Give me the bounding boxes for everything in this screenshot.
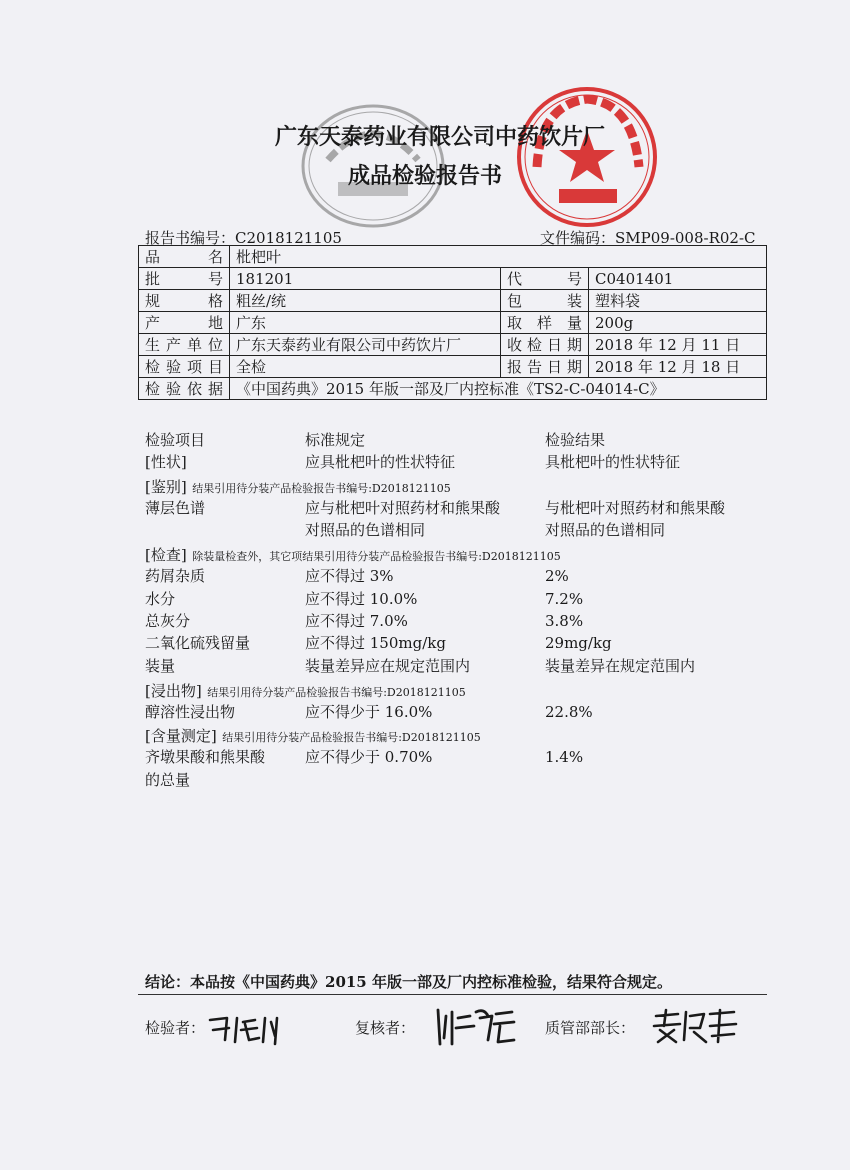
product-name-value: 枇杷叶: [230, 246, 767, 268]
row-result: 3.8%: [545, 612, 584, 630]
check-note: 除装量检查外，其它项结果引用待分装产品检验报告书编号:D2018121105: [192, 550, 561, 563]
traits-result: 具枇杷叶的性状特征: [545, 453, 681, 471]
tlc-standard-2: 对照品的色谱相同: [305, 521, 426, 539]
header-result: 检验结果: [545, 431, 606, 449]
package-label: 包 装: [501, 290, 589, 312]
extract-item: 醇溶性浸出物: [145, 703, 236, 721]
info-row-batch: [139, 268, 767, 290]
inspector-signature: [205, 1012, 285, 1046]
qa-manager-label: 质管部部长：: [545, 1019, 636, 1037]
info-row-maker: [139, 334, 767, 356]
conclusion: 结论：本品按《中国药典》2015 年版一部及厂内控标准检验，结果符合规定。: [145, 973, 672, 991]
header-test-item: 检验项目: [145, 431, 206, 449]
extract-standard: 应不得少于 16.0%: [305, 703, 433, 721]
info-row-item: [139, 356, 767, 378]
row-result: 7.2%: [545, 590, 584, 608]
inspector-label: 检验者：: [145, 1019, 206, 1037]
report-title: 成品检验报告书: [347, 164, 502, 189]
product-name-label: 品 名: [139, 246, 230, 268]
conclusion-divider: [138, 994, 767, 995]
tlc-item: 薄层色谱: [145, 499, 206, 517]
basis-label: 检验依据: [139, 378, 230, 400]
row-item: 水分: [145, 590, 176, 608]
row-standard: 应不得过 7.0%: [305, 612, 408, 630]
row-standard: 装量差异应在规定范围内: [305, 657, 471, 675]
spec-value: 粗丝/统: [230, 290, 501, 312]
received-date-value: 2018 年 12 月 11 日: [589, 334, 767, 356]
qa-manager-signature: [650, 1006, 740, 1046]
file-code: 文件编码：SMP09-008-R02-C: [540, 229, 756, 247]
maker-value: 广东天泰药业有限公司中药饮片厂: [230, 334, 501, 356]
identification-note-line: [145, 476, 451, 497]
extract-note-line: [145, 680, 466, 701]
identification-tag: [鉴别]: [145, 478, 187, 496]
reviewer-label: 复核者：: [355, 1019, 416, 1037]
batch-label: 批 号: [139, 268, 230, 290]
product-info-table: [138, 245, 767, 400]
spec-label: 规 格: [139, 290, 230, 312]
assay-item-2: 的总量: [145, 771, 191, 789]
assay-note: 结果引用待分装产品检验报告书编号:D2018121105: [222, 731, 481, 744]
report-date-value: 2018 年 12 月 18 日: [589, 356, 767, 378]
row-result: 29mg/kg: [545, 634, 612, 652]
code-label: 代 号: [501, 268, 589, 290]
extract-tag: [浸出物]: [145, 682, 202, 700]
tlc-standard-1: 应与枇杷叶对照药材和熊果酸: [305, 499, 501, 517]
info-row-spec: [139, 290, 767, 312]
reviewer-signature: [430, 1004, 520, 1048]
assay-standard: 应不得少于 0.70%: [305, 748, 433, 766]
check-note-line: [145, 544, 561, 565]
row-result: 装量差异在规定范围内: [545, 657, 696, 675]
assay-result: 1.4%: [545, 748, 584, 766]
tlc-result-2: 对照品的色谱相同: [545, 521, 666, 539]
header-standard: 标准规定: [305, 431, 366, 449]
quality-department-seal-stamp: [515, 85, 660, 230]
received-date-label: 收检日期: [501, 334, 589, 356]
test-item-value: 全检: [230, 356, 501, 378]
maker-label: 生产单位: [139, 334, 230, 356]
basis-value: 《中国药典》2015 年版一部及厂内控标准《TS2-C-04014-C》: [230, 378, 767, 400]
info-row-basis: [139, 378, 767, 400]
company-title: 广东天泰药业有限公司中药饮片厂: [274, 125, 605, 150]
origin-value: 广东: [230, 312, 501, 334]
tlc-result-1: 与枇杷叶对照药材和熊果酸: [545, 499, 726, 517]
traits-standard: 应具枇杷叶的性状特征: [305, 453, 456, 471]
package-value: 塑料袋: [589, 290, 767, 312]
batch-value: 181201: [230, 268, 501, 290]
row-standard: 应不得过 10.0%: [305, 590, 418, 608]
assay-note-line: [145, 725, 481, 746]
sample-value: 200g: [589, 312, 767, 334]
row-standard: 应不得过 3%: [305, 567, 394, 585]
traits-tag: [性状]: [145, 453, 187, 471]
assay-item-1: 齐墩果酸和熊果酸: [145, 748, 266, 766]
row-result: 2%: [545, 567, 569, 585]
report-date-label: 报告日期: [501, 356, 589, 378]
extract-note: 结果引用待分装产品检验报告书编号:D2018121105: [207, 686, 466, 699]
origin-label: 产 地: [139, 312, 230, 334]
row-item: 二氧化硫残留量: [145, 634, 251, 652]
row-item: 药屑杂质: [145, 567, 206, 585]
row-item: 装量: [145, 657, 176, 675]
info-row-product: [139, 246, 767, 268]
sample-label: 取样量: [501, 312, 589, 334]
extract-result: 22.8%: [545, 703, 593, 721]
test-item-label: 检验项目: [139, 356, 230, 378]
row-item: 总灰分: [145, 612, 191, 630]
assay-tag: [含量测定]: [145, 727, 217, 745]
check-tag: [检查]: [145, 546, 187, 564]
identification-note: 结果引用待分装产品检验报告书编号:D2018121105: [192, 482, 451, 495]
info-row-origin: [139, 312, 767, 334]
report-number: 报告书编号：C2018121105: [145, 229, 342, 247]
code-value: C0401401: [589, 268, 767, 290]
row-standard: 应不得过 150mg/kg: [305, 634, 446, 652]
